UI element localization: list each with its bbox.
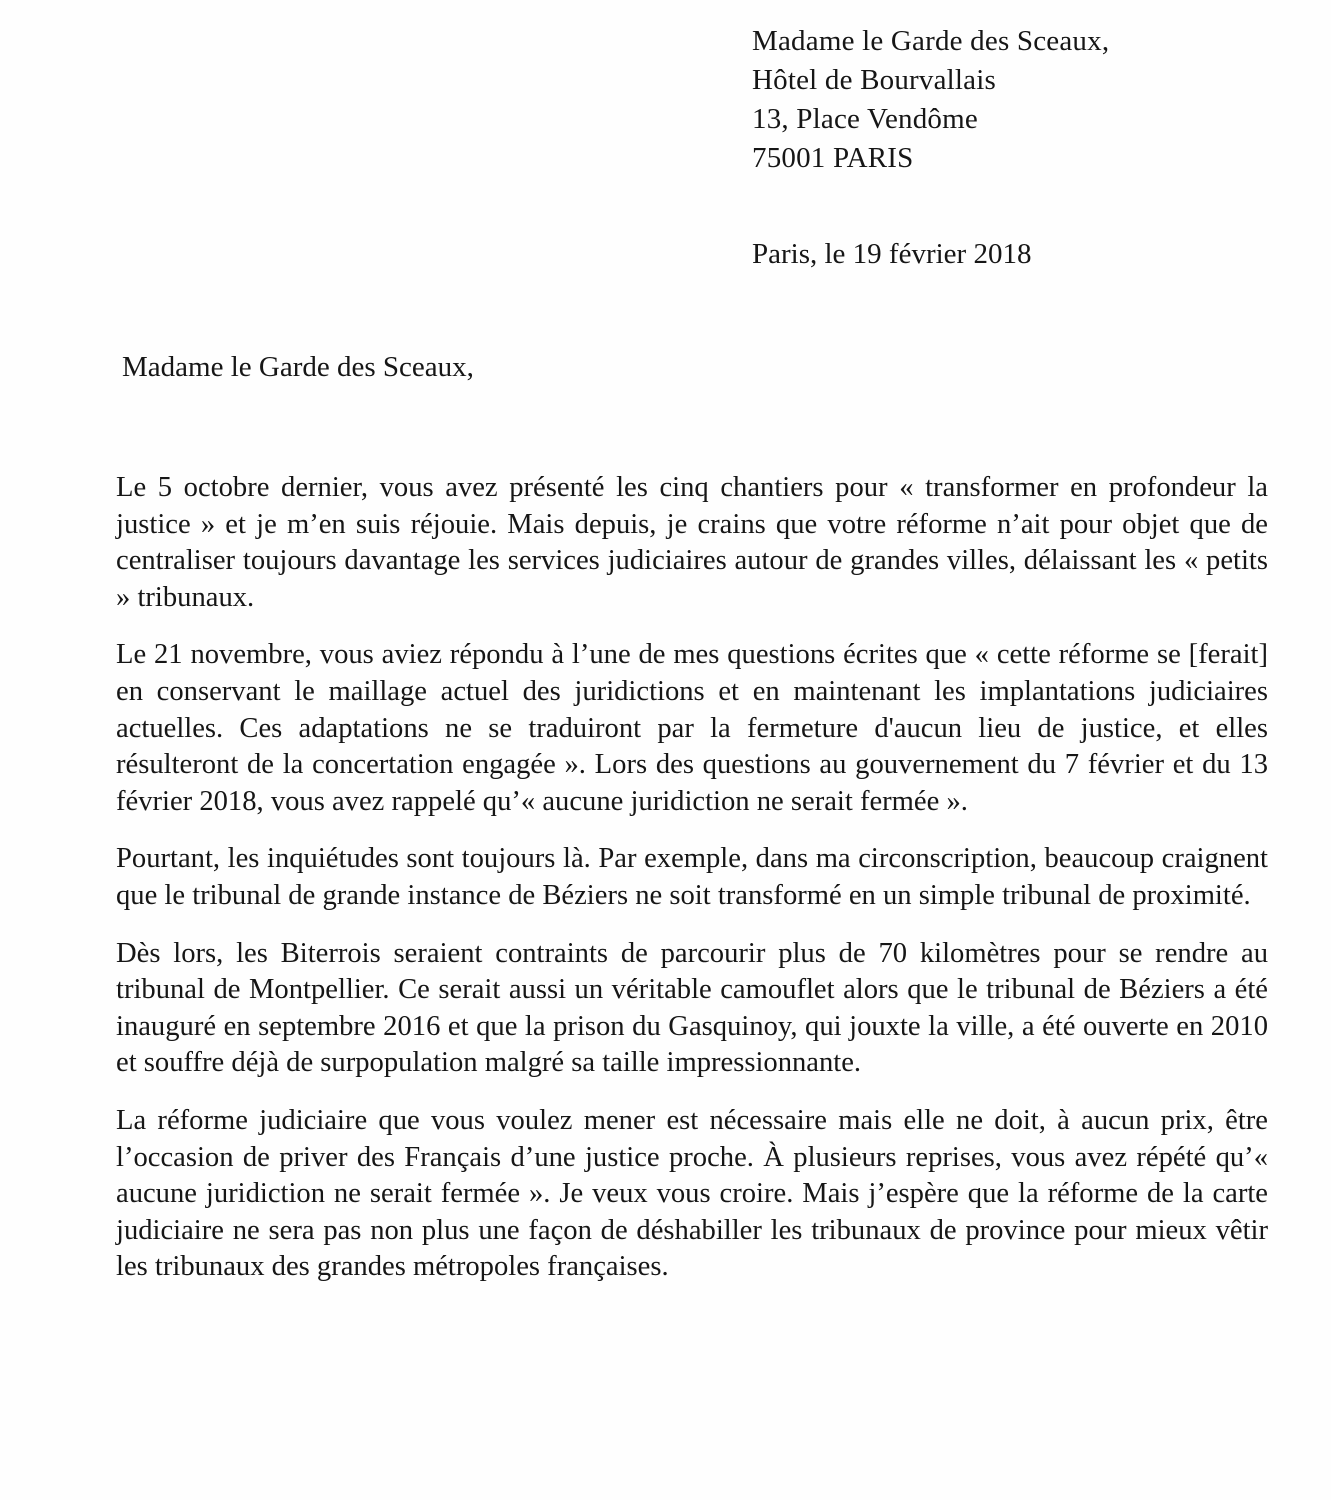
body-paragraph-2: Le 21 novembre, vous aviez répondu à l’une de mes questions écrites que « cette réforme se [ferait] en conservant le maillage actuel des juridictions et en maintenant les implantations judiciaires actuelles. Ces adaptations ne se traduiront par la fermeture d'aucun lieu de justice, et elles résulteront de la concertation engagée ». Lors des questions au gouvernement du 7 février et du 13 février 2018, vous avez rappelé qu’« aucune juridiction ne serait fermée ».: [116, 639, 1268, 817]
letter-body: [116, 470, 1268, 1307]
letter-date: Paris, le 19 février 2018: [752, 238, 1032, 270]
recipient-address: [752, 22, 1109, 178]
recipient-line-4: 75001 PARIS: [752, 142, 914, 174]
salutation: Madame le Garde des Sceaux,: [122, 351, 474, 383]
body-paragraph-1: Le 5 octobre dernier, vous avez présenté les cinq chantiers pour « transformer en profondeur la justice » et je m’en suis réjouie. Mais depuis, je crains que votre réforme n’ait pour objet que de centraliser toujours davantage les services judiciaires autour de grandes villes, délaissant les « petits » tribunaux.: [116, 472, 1268, 613]
recipient-line-1: Madame le Garde des Sceaux,: [752, 25, 1110, 57]
recipient-line-3: 13, Place Vendôme: [752, 103, 978, 135]
body-paragraph-4: Dès lors, les Biterrois seraient contraints de parcourir plus de 70 kilomètres pour se rendre au tribunal de Montpellier. Ce serait aussi un véritable camouflet alors que le tribunal de Béziers a été inauguré en septembre 2016 et que la prison du Gasquinoy, qui jouxte la ville, a été ouverte en 2010 et souffre déjà de surpopulation malgré sa taille impressionnante.: [116, 937, 1268, 1079]
body-paragraph-3: Pourtant, les inquiétudes sont toujours là. Par exemple, dans ma circonscription, beaucoup craignent que le tribunal de grande instance de Béziers ne soit transformé en un simple tribunal de proximité.: [116, 843, 1268, 911]
body-paragraph-5: La réforme judiciaire que vous voulez mener est nécessaire mais elle ne doit, à aucun prix, être l’occasion de priver des Français d’une justice proche. À plusieurs reprises, vous avez répété qu’« aucune juridiction ne serait fermée ». Je veux vous croire. Mais j’espère que la réforme de la carte judiciaire ne sera pas non plus une façon de déshabiller les tribunaux de province pour mieux vêtir les tribunaux des grandes métropoles françaises.: [116, 1104, 1268, 1283]
recipient-line-2: Hôtel de Bourvallais: [752, 64, 997, 96]
